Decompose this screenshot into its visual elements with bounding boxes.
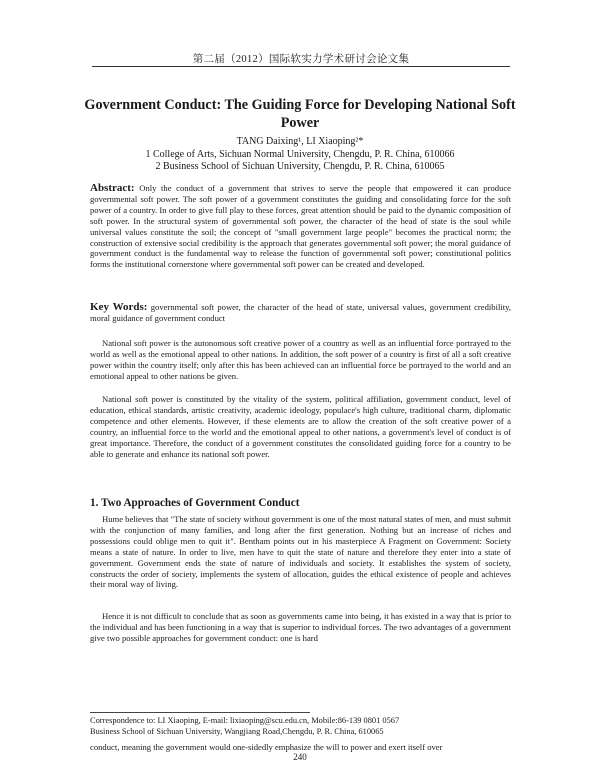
abstract-text: Only the conduct of a government that strives to serve the people that empowered it can produce governmental soft power. The soft power of a government constitutes the guiding and consolidating force for the soft power of a country. In order to give full play to these forces, great attention should be paid to the dynamic composition of soft power. In the structural system of governmental soft power, the character of the head of state is the soul while universal values constitute the soil; the concept of "small government large people" becomes the practical norm; the construction of extensive social credibility is the approach that generates governmental soft power; the moral guidance of government conduct is the fundamental way to release the function of governmental soft power; constitutional politics forms the institutional cornerstone where governmental soft power can be created and developed.: [90, 183, 511, 270]
keywords-text: governmental soft power, the character of the head of state, universal values, government credibility, moral guidance of government conduct: [90, 302, 512, 323]
page-number: 240: [293, 752, 307, 762]
intro-paragraph-2: National soft power is constituted by the vitality of the system, political affiliation, government conduct, level of education, ethical standards, artistic creativity, academic ideology, populace's high culture, traditional charm, diplomatic competence and other elements. However, if these elements are to allow the creation of the soft creative power of a country, an influential force to the world and the emotional appeal to other nations, a government's level of conduct is of great importance. Therefore, the conduct of a government constitutes the consolidated guiding force for a country to be able to generate and enhance its national soft power.: [90, 394, 511, 459]
keywords-label: Key Words:: [90, 301, 148, 313]
section-1-paragraph-2: Hence it is not difficult to conclude that as soon as governments came into being, it has existed in a way that is prior to the individual and has been functioning in a way that is superior to individual forces. The two advantages of a government give two possible approaches for government conduct: one is hard: [90, 611, 511, 643]
paper-title: Government Conduct: The Guiding Force for Developing National Soft Power: [84, 97, 516, 131]
affiliation-2: 2 Business School of Sichuan University, Chengdu, P. R. China, 610065: [155, 161, 445, 172]
footnote-rule: [90, 712, 310, 713]
footnote: [90, 716, 511, 737]
keywords: [90, 302, 511, 324]
abstract: [90, 183, 511, 270]
author-block: [60, 136, 540, 174]
running-header: 第二届（2012）国际软实力学术研讨会论文集: [192, 54, 410, 65]
header-rule: [92, 66, 510, 67]
section-heading: 1. Two Approaches of Government Conduct: [90, 497, 300, 509]
footnote-correspondence: Correspondence to: LI Xiaoping, E-mail: lixiaoping@scu.edu.cn, Mobile:86-139 0801 0567: [90, 716, 400, 725]
affiliation-1: 1 College of Arts, Sichuan Normal University, Chengdu, P. R. China, 610066: [145, 148, 455, 160]
continuation-text: conduct, meaning the government would one-sidedly emphasize the will to power and exert itself over: [90, 742, 443, 752]
author-names: TANG Daixing¹, LI Xiaoping²*: [236, 136, 364, 147]
footnote-address: Business School of Sichuan University, Wangjiang Road,Chengdu, P. R. China, 610065: [90, 726, 384, 736]
intro-paragraph-1: National soft power is the autonomous soft creative power of a country as well as an influential force portrayed to the world as well as the emotional appeal to other nations. In addition, the soft power of a country is first of all a soft creative power within the country itself; only after this has been achieved can an influential force be portrayed to the world and an emotional appeal to other nations be given.: [90, 338, 511, 381]
abstract-label: Abstract:: [90, 182, 135, 194]
section-1-paragraph-1: Hume believes that "The state of society without government is one of the most natural states of men, and must submit with the conjunction of many families, and long after the first generation. Nothing but an increase of riches and possessions could oblige men to quit it". Bentham points out in his masterpiece A Fragment on Government: Society means a state of nature. In order to live, men have to quit the state of nature and therefore they enter into a state of government. Government ends the state of nature of individuals and society. It establishes the system of society, constructs the order of society, implements the system of allocation, guides the ethical existence of people and achieves their moral way of living.: [90, 514, 511, 590]
